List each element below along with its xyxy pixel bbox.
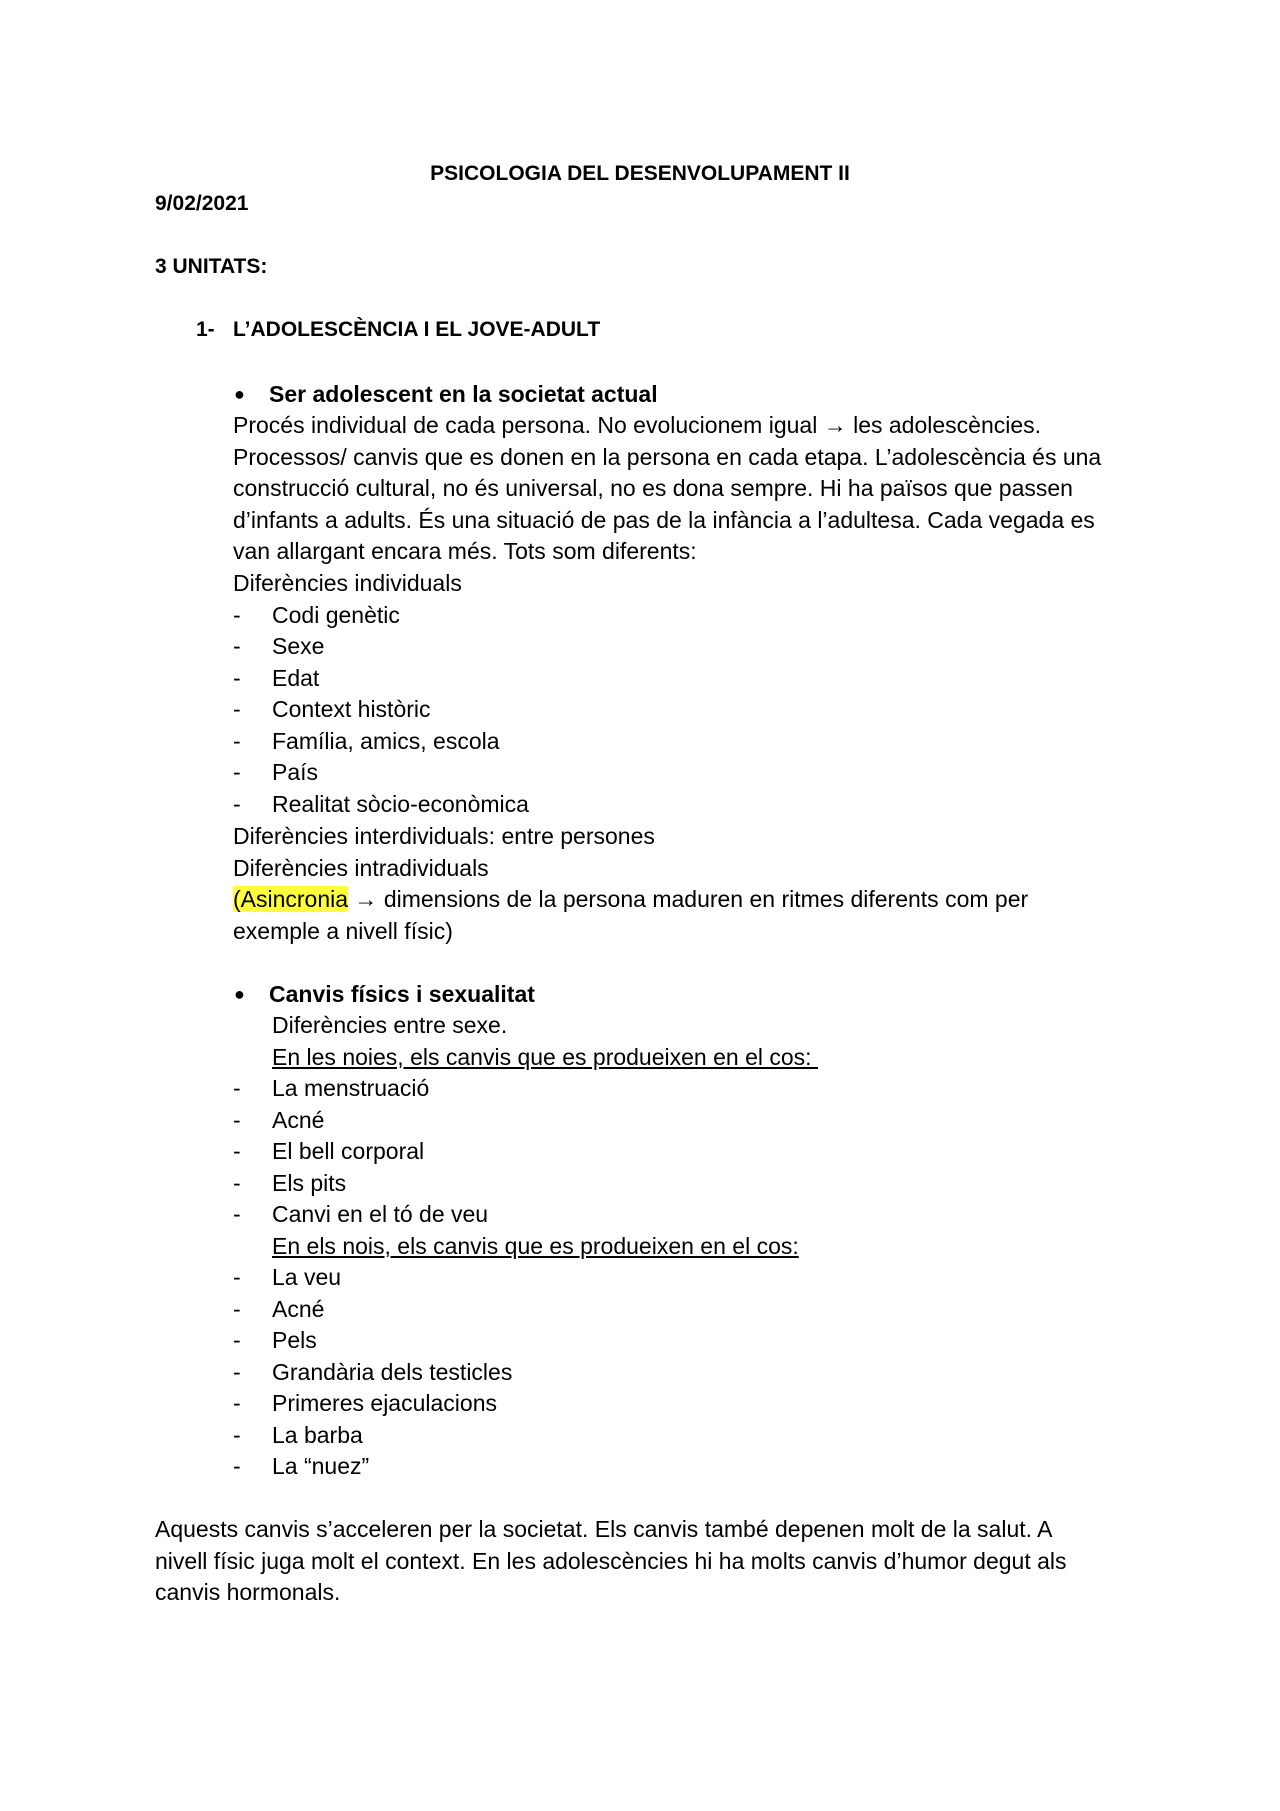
asincronia-line-2: exemple a nivell físic) [233,917,453,944]
paragraph-line: Diferències individuals [233,569,462,596]
units-heading: 3 UNITATS: [155,255,268,278]
paragraph-line: nivell físic juga molt el context. En les adolescències hi ha molts canvis d’humor degut als [155,1547,1067,1574]
closing-paragraph [155,1514,1067,1609]
paragraph-line: canvis hormonals. [155,1579,341,1606]
section-heading-text: Ser adolescent en la societat actual [269,381,658,407]
paragraph-line: Aquests canvis s’acceleren per la societat. Els canvis també depenen molt de la salut. A [155,1516,1053,1542]
girls-heading: En les noies, els canvis que es produeixen en el cos: [272,1044,818,1070]
boys-heading: En els nois, els canvis que es produeixen en el cos: [272,1233,799,1259]
asincronia-line: (Asincronia → dimensions de la persona maduren en ritmes diferents com per [233,886,1029,913]
paragraph-line: Processos/ canvis que es donen en la persona en cada etapa. L’adolescència és una [233,443,1102,470]
bullet-icon: ● [234,984,245,1004]
paragraph-line: van allargant encara més. Tots som diferents: [233,538,697,565]
document-page: PSICOLOGIA DEL DESENVOLUPAMENT II 9/02/2021 3 UNITATS: 1- L’ADOLESCÈNCIA I EL JOVE-ADULT ● Ser adolescent en la societat actual Procés individual de cada persona. No evolucionem igual → les adolescències. Processos/ canvis que es donen en la persona en cada etapa. L’adolescència és una construcció cultural, no és universal, no es dona sempre. Hi ha països que passen d’infants a adults. És una situació de pas de la infància a l’adultesa. Cada vegada es van allargant encara més. Tots som diferents: Diferències individuals - Codi genètic - Sexe - Edat - Context històric - Família, amics, escola - País - Realitat sòcio-econòmica Diferències interdividuals: entre persones Diferències intradividuals (Asincronia → dimensions de la persona maduren en ritmes diferents com per exemple a nivell físic) ● Canvis físics i sexualitat Diferències entre sexe. En les noies, els canvis que es produeixen en el cos: - La menstruació - Acné - El bell corporal - Els pits - Canvi en el tó de veu En els nois, els canvis que es produeixen en el cos: - La veu - Acné - Pels - Grandària dels testicles - Primeres ejaculacions - La barba - La “nuez” Aquests canvis s’acceleren per la societat. Els canvis també depenen molt de la salut. A nivell físic juga molt el context. En les adolescències hi ha molts canvis d’humor degut als canvis hormonals. [0,0,1280,1811]
document-date: 9/02/2021 [155,192,249,215]
section-heading-text: Canvis físics i sexualitat [269,981,535,1007]
paragraph-line: Procés individual de cada persona. No evolucionem igual → les adolescències. [233,412,1042,438]
bullet-icon: ● [234,384,245,404]
paragraph-line: construcció cultural, no és universal, no es dona sempre. Hi ha països que passen [233,475,1073,502]
section1-paragraph [233,410,1101,600]
section-heading-ser-adolescent [234,379,658,410]
differences-paragraph [233,821,1028,947]
interindividual-line: Diferències interdividuals: entre persones [233,823,655,849]
highlighted-term: (Asincronia [233,886,349,913]
unit-number: 1- [196,318,215,341]
section2-intro: Diferències entre sexe. [272,1012,508,1038]
unit-title: L’ADOLESCÈNCIA I EL JOVE-ADULT [233,318,601,341]
document-title: PSICOLOGIA DEL DESENVOLUPAMENT II [430,162,850,185]
section-heading-canvis-fisics [234,979,535,1010]
intraindividual-line: Diferències intradividuals [233,854,489,881]
paragraph-line: d’infants a adults. És una situació de pas de la infància a l’adultesa. Cada vegada es [233,506,1095,533]
